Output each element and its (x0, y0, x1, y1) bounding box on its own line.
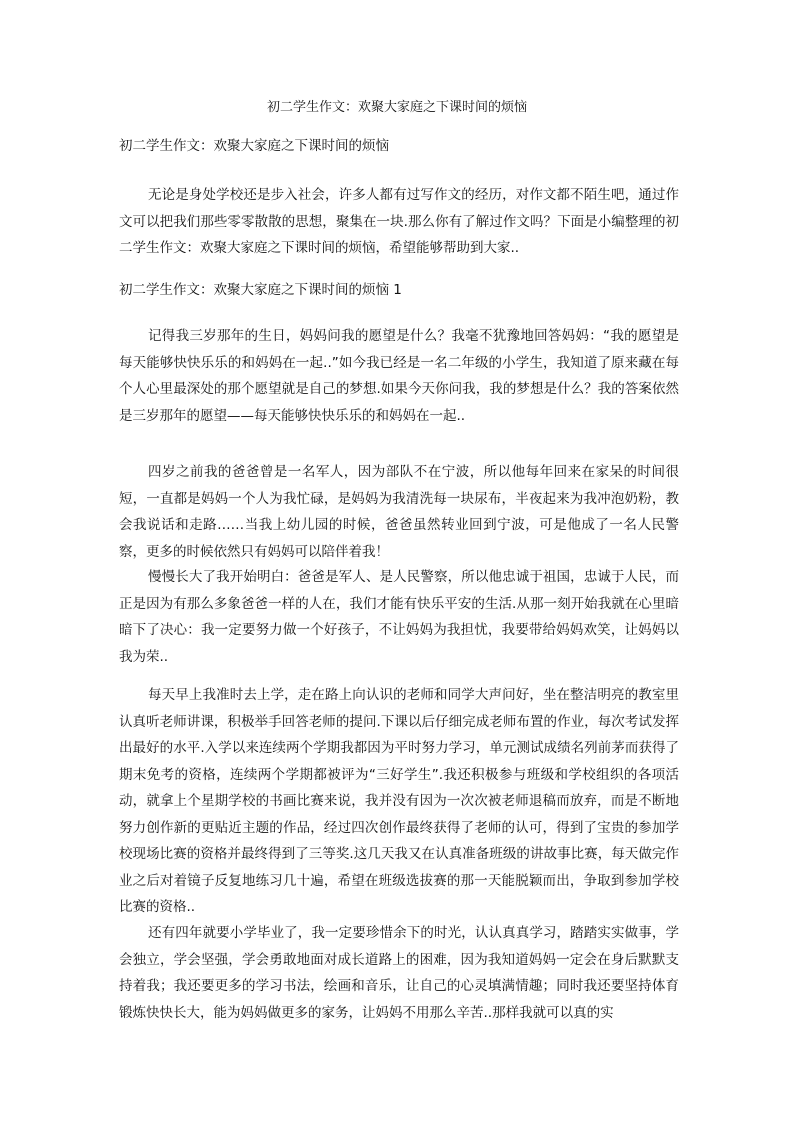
body-paragraph-4: 每天早上我准时去上学，走在路上向认识的老师和同学大声问好，坐在整洁明亮的教室里认真听老师讲课，积极举手回答老师的提问.下课以后仔细完成老师布置的作业，每次考试发挥出最好的水平.入学以来连续两个学期我都因为平时努力学习，单元测试成绩名列前茅而获得了期末免考的资格，连续两个学期都被评为“三好学生”.我还积极参与班级和学校组织的各项活动，就拿上个星期学校的书画比赛来说，我并没有因为一次次被老师退稿而放弃，而是不断地努力创作新的更贴近主题的作品，经过四次创作最终获得了老师的认可，得到了宝贵的参加学校现场比赛的资格并最终得到了三等奖.这几天我又在认真准备班级的讲故事比赛，每天做完作业之后对着镜子反复地练习几十遍，希望在班级选拔赛的那一天能脱颖而出，争取到参加学校比赛的资格.. (119, 687, 679, 915)
intro-paragraph: 无论是身处学校还是步入社会，许多人都有过写作文的经历，对作文都不陌生吧，通过作文可以把我们那些零零散散的思想，聚集在一块.那么你有了解过作文吗？下面是小编整理的初二学生作文：欢聚大家庭之下课时间的烦恼，希望能够帮助到大家.. (119, 187, 679, 256)
article-heading: 初二学生作文：欢聚大家庭之下课时间的烦恼 (119, 138, 389, 154)
body-paragraph-1: 记得我三岁那年的生日，妈妈问我的愿望是什么？我毫不犹豫地回答妈妈：“我的愿望是每天能够快快乐乐的和妈妈在一起..”如今我已经是一名二年级的小学生，我知道了原来藏在每个人心里最深处的那个愿望就是自己的梦想.如果今天你问我，我的梦想是什么？我的答案依然是三岁那年的愿望——每天能够快快乐乐的和妈妈在一起.. (119, 328, 679, 424)
body-paragraph-5: 还有四年就要小学毕业了，我一定要珍惜余下的时光，认认真真学习，踏踏实实做事，学会独立，学会坚强，学会勇敢地面对成长道路上的困难，因为我知道妈妈一定会在身后默默支持着我；我还要更多的学习书法，绘画和音乐，让自己的心灵填满情趣；同时我还要坚持体育锻炼快快长大，能为妈妈做更多的家务，让妈妈不用那么辛苦..那样我就可以真的实 (119, 925, 679, 1021)
body-paragraph-2: 四岁之前我的爸爸曾是一名军人，因为部队不在宁波，所以他每年回来在家呆的时间很短，一直都是妈妈一个人为我忙碌，是妈妈为我清洗每一块尿布，半夜起来为我冲泡奶粉，教会我说话和走路……当我上幼儿园的时候，爸爸虽然转业回到宁波，可是他成了一名人民警察，更多的时候依然只有妈妈可以陪伴着我！ (119, 464, 679, 560)
body-paragraph-3: 慢慢长大了我开始明白：爸爸是军人、是人民警察，所以他忠诚于祖国，忠诚于人民，而正是因为有那么多象爸爸一样的人在，我们才能有快乐平安的生活.从那一刻开始我就在心里暗暗下了决心：我一定要努力做一个好孩子，不让妈妈为我担忧，我要带给妈妈欢笑，让妈妈以我为荣.. (119, 569, 679, 665)
section-heading: 初二学生作文：欢聚大家庭之下课时间的烦恼 1 (119, 282, 402, 298)
document-title: 初二学生作文：欢聚大家庭之下课时间的烦恼 (266, 100, 527, 115)
